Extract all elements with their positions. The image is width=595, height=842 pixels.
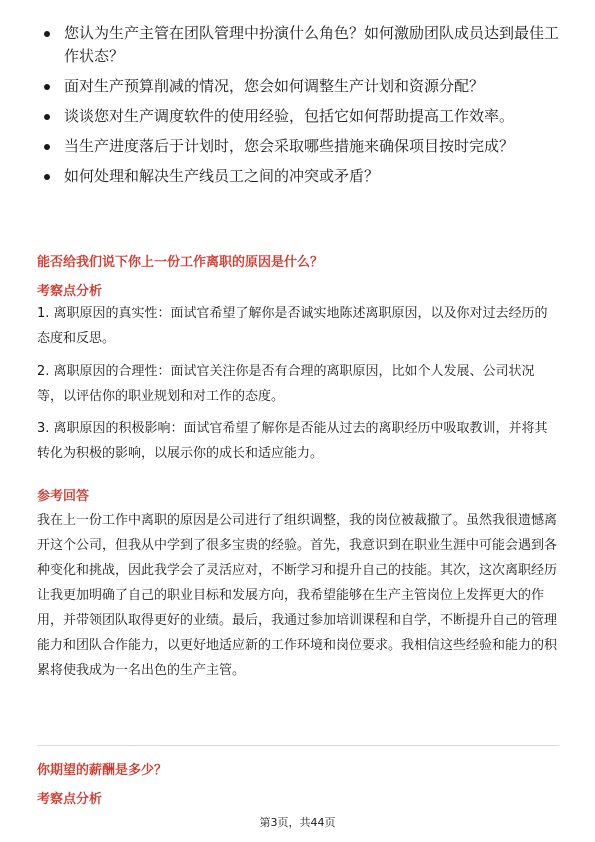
section-question-heading: 能否给我们说下你上一份工作离职的原因是什么？ (37, 255, 324, 270)
bullet-dot-icon (44, 174, 50, 180)
bullet-item (38, 75, 563, 98)
bullet-item (38, 165, 563, 188)
answer-heading: 参考回答 (37, 489, 90, 504)
section-divider (37, 745, 559, 746)
answer-paragraph: 我在上一份工作中离职的原因是公司进行了组织调整，我的岗位被裁撤了。虽然我很遗憾离开这个公司，但我从中学到了很多宝贵的经验。首先，我意识到在职业生涯中可能会遇到各种变化和挑战，因此我学会了灵活应对，不断学习和提升自己的技能。其次，这次离职经历让我更加明确了自己的职业目标和发展方向，我希望能够在生产主管岗位上发挥更大的作用，并带领团队取得更好的业绩。最后，我通过参加培训课程和自学，不断提升自己的管理能力和团队合作能力，以更好地适应新的工作环境和岗位要求。我相信这些经验和能力的积累将使我成为一名出色的生产主管。 (37, 513, 558, 678)
page-number-footer: 第3页，共44页 (259, 816, 336, 829)
bullet-text: 谈谈您对生产调度软件的使用经验，包括它如何帮助提高工作效率。 (64, 107, 515, 125)
bullet-dot-icon (44, 144, 50, 150)
bullet-text: 当生产进度落后于计划时，您会采取哪些措施来确保项目按时完成？ (64, 137, 515, 155)
analysis-heading: 考察点分析 (37, 792, 103, 807)
section-question-heading: 你期望的薪酬是多少？ (37, 763, 168, 778)
bullet-item (38, 105, 563, 128)
bullet-item (38, 135, 563, 158)
bullet-dot-icon (44, 114, 50, 120)
bullet-dot-icon (44, 84, 50, 90)
analysis-point: 2. 离职原因的合理性：面试官关注你是否有合理的离职原因，比如个人发展、公司状况等，以评估你的职业规划和对工作的态度。 (37, 364, 535, 404)
analysis-point: 1. 离职原因的真实性：面试官希望了解你是否诚实地陈述离职原因，以及你对过去经历的态度和反思。 (37, 306, 548, 346)
bullet-text: 您认为生产主管在团队管理中扮演什么角色？如何激励团队成员达到最佳工作状态？ (64, 24, 560, 65)
analysis-heading: 考察点分析 (37, 284, 103, 299)
question-bullet-list (38, 22, 563, 195)
analysis-point: 3. 离职原因的积极影响：面试官希望了解你是否能从过去的离职经历中吸取教训，并将其转化为积极的影响，以展示你的成长和适应能力。 (37, 421, 548, 461)
bullet-text: 面对生产预算削减的情况，您会如何调整生产计划和资源分配？ (64, 77, 485, 95)
bullet-dot-icon (44, 31, 50, 37)
bullet-item (38, 22, 563, 68)
bullet-text: 如何处理和解决生产线员工之间的冲突或矛盾？ (64, 167, 380, 185)
